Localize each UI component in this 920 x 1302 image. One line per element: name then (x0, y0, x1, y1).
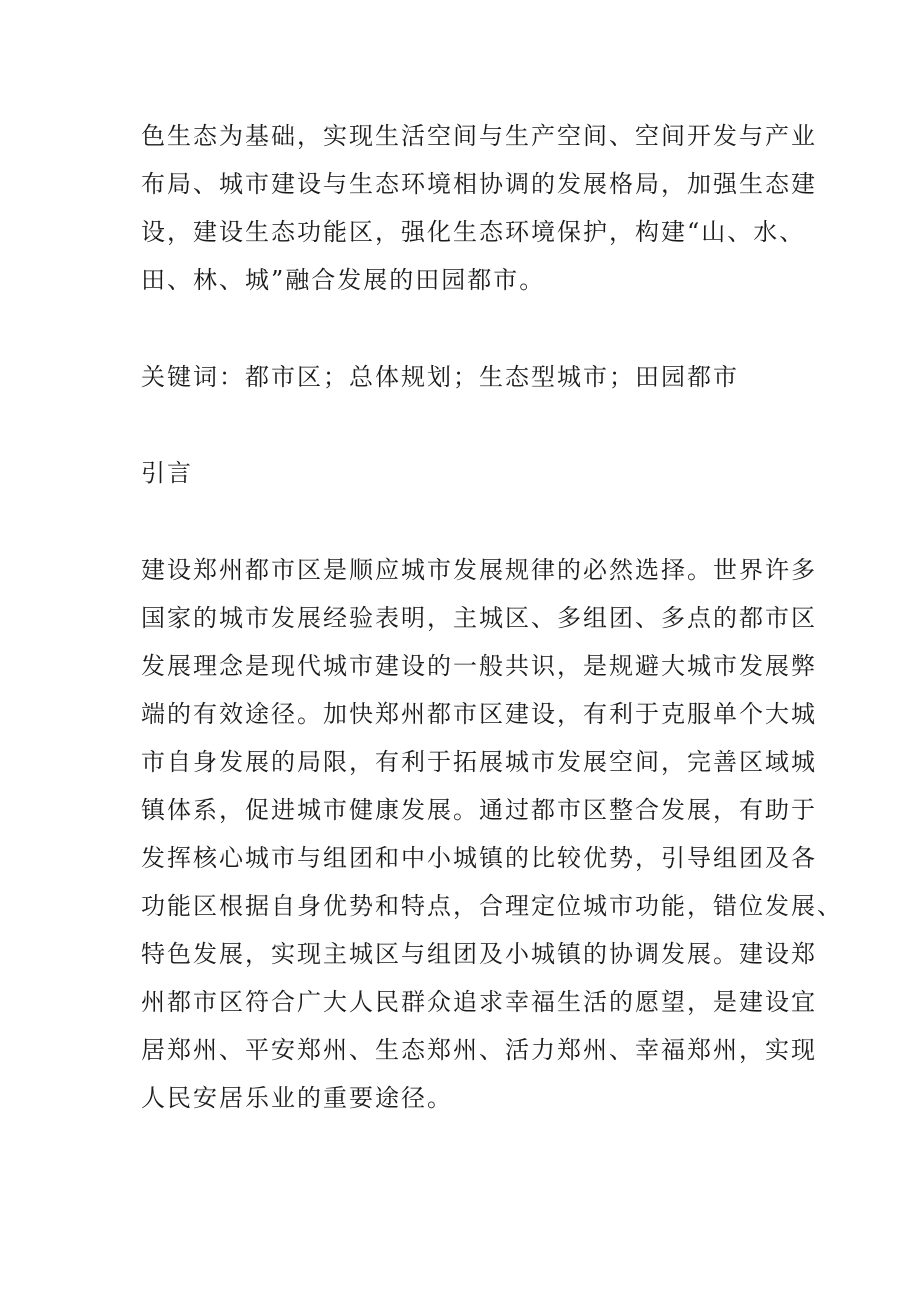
keywords-line (141, 353, 791, 401)
keywords-text: 关键词：都市区；总体规划；生态型城市；田园都市 (141, 363, 739, 391)
text-line: 镇体系，促进城市健康发展。通过都市区整合发展，有助于 (141, 796, 817, 824)
section-heading-text: 引言 (141, 459, 193, 487)
text-line: 建设郑州都市区是顺应城市发展规律的必然选择。世界许多 (141, 556, 817, 584)
text-line: 设，建设生态功能区，强化生态环境保护，构建“山、水、 (141, 218, 806, 246)
abstract-paragraph (141, 112, 817, 304)
section-heading (141, 449, 791, 497)
text-line: 发挥核心城市与组团和中小城镇的比较优势，引导组团及各 (141, 844, 817, 872)
text-line: 国家的城市发展经验表明，主城区、多组团、多点的都市区 (141, 604, 817, 632)
text-line: 田、林、城”融合发展的田园都市。 (141, 266, 546, 294)
text-line: 端的有效途径。加快郑州都市区建设，有利于克服单个大城 (141, 700, 817, 728)
text-line: 人民安居乐业的重要途径。 (141, 1084, 453, 1112)
text-line: 特色发展，实现主城区与组团及小城镇的协调发展。建设郑 (141, 940, 817, 968)
text-line: 州都市区符合广大人民群众追求幸福生活的愿望，是建设宜 (141, 988, 817, 1016)
text-line: 功能区根据自身优势和特点，合理定位城市功能，错位发展、 (141, 892, 843, 920)
text-line: 发展理念是现代城市建设的一般共识，是规避大城市发展弊 (141, 652, 817, 680)
text-line: 色生态为基础，实现生活空间与生产空间、空间开发与产业 (141, 122, 817, 150)
text-line: 居郑州、平安郑州、生态郑州、活力郑州、幸福郑州，实现 (141, 1036, 817, 1064)
intro-paragraph (141, 546, 843, 1122)
text-line: 市自身发展的局限，有利于拓展城市发展空间，完善区域城 (141, 748, 817, 776)
text-line: 布局、城市建设与生态环境相协调的发展格局，加强生态建 (141, 170, 817, 198)
